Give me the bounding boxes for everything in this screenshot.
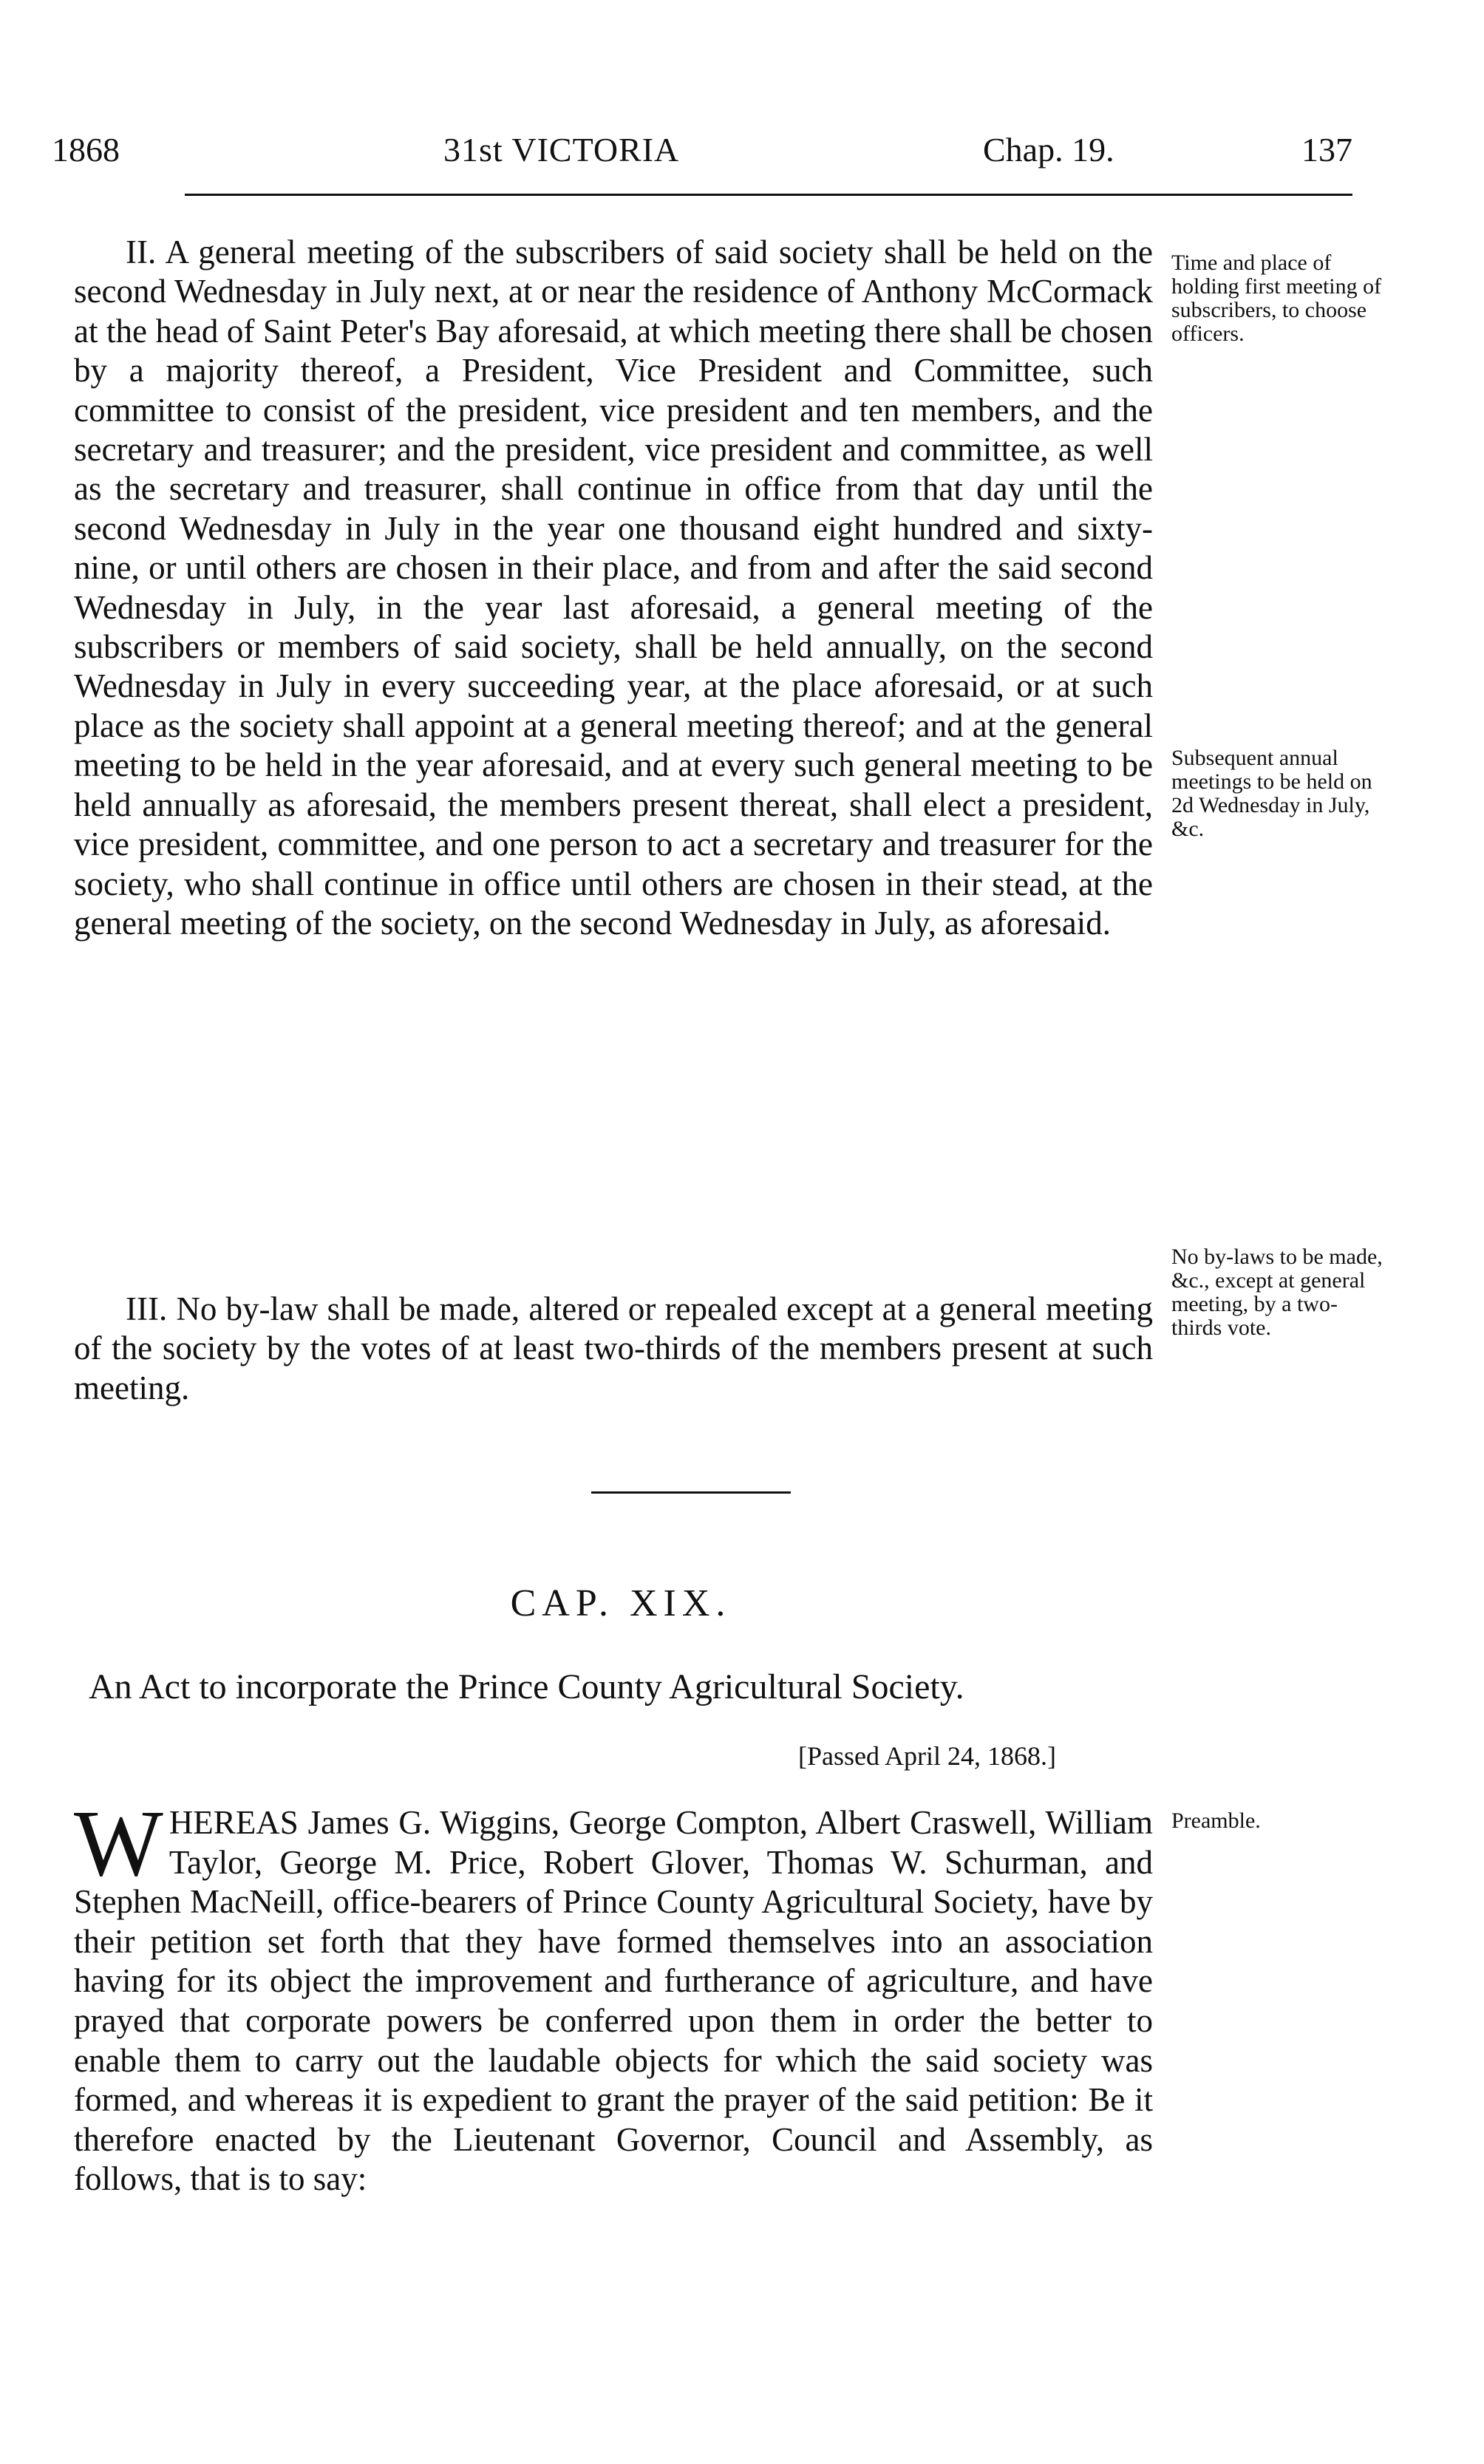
section-iii [74,1290,1153,1408]
passed-date: [Passed April 24, 1868.] [798,1741,1056,1771]
header-title: 31st VICTORIA [443,131,680,169]
act-title: An Act to incorporate the Prince County Agricultural Society. [89,1667,964,1706]
chapter-heading: CAP. XIX. [510,1582,732,1624]
header-page-number: 137 [1301,131,1352,169]
margin-note-subsequent-meetings: Subsequent annual meetings to be held on 2d Wednesday in July, &c. [1171,746,1372,841]
section-ii [74,233,1153,943]
drop-cap: W [74,1791,163,1896]
section-divider [591,1491,791,1494]
section-ii-text: II. A general meeting of the subscribers of said society shall be held on the second Wednesday in July next, at or near the residence of Anthony McCormack at the head of Saint Peter's Bay aforesaid, at which meeting there shall be chosen by a majority thereof, a President, Vice President and Committee, such committee to consist of the president, vice president and ten members, and the secretary and treasurer; and the president, vice president and committee, as well as the secretary and treasurer, shall continue in office from that day until the second Wednesday in July in the year one thousand eight hundred and sixty-nine, or until others are chosen in their place, and from and after the said second Wednesday in July, in the year last aforesaid, a general meeting of the subscribers or members of said society, shall be held annually, on the second Wednesday in July in every succeeding year, at the place aforesaid, or at such place as the society shall appoint at a general meeting thereof; and at the general meeting to be held in the year aforesaid, and at every such general meeting to be held annually as aforesaid, the members present thereat, shall elect a president, vice president, committee, and one person to act a secretary and treasurer for the society, who shall continue in office until others are chosen in their stead, at the general meeting of the society, on the second Wednesday in July, as aforesaid. [74,234,1153,942]
preamble-text: HEREAS James G. Wiggins, George Compton, Albert Craswell, William Taylor, George M. Price, Robert Glover, Thomas W. Schurman, and Stephen MacNeill, office-bearers of Prince County Agricultural Society, have by their petition set forth that they have formed themselves into an association having for its object the improvement and furtherance of agriculture, and have prayed that corporate powers be conferred upon them in order the better to enable them to carry out the laudable objects for which the said society was formed, and whereas it is expedient to grant the prayer of the said petition: Be it therefore enacted by the Lieutenant Governor, Council and Assembly, as follows, that is to say: [74,1804,1153,2198]
running-header [52,111,1352,177]
header-chapter: Chap. 19. [983,131,1114,169]
preamble-paragraph [74,1791,1153,2199]
margin-note-bylaws: No by-laws to be made, &c., except at general meeting, by a two-thirds vote. [1171,1245,1383,1340]
preamble [74,1791,1153,2199]
header-rule [185,194,1352,196]
margin-note-time-place: Time and place of holding first meeting of subscribers, to choose officers. [1171,251,1382,346]
margin-note-preamble: Preamble. [1171,1808,1261,1833]
section-iii-text: III. No by-law shall be made, altered or repealed except at a general meeting of the society by the votes of at least two-thirds of the members present at such meeting. [74,1290,1153,1406]
header-year: 1868 [52,131,120,169]
